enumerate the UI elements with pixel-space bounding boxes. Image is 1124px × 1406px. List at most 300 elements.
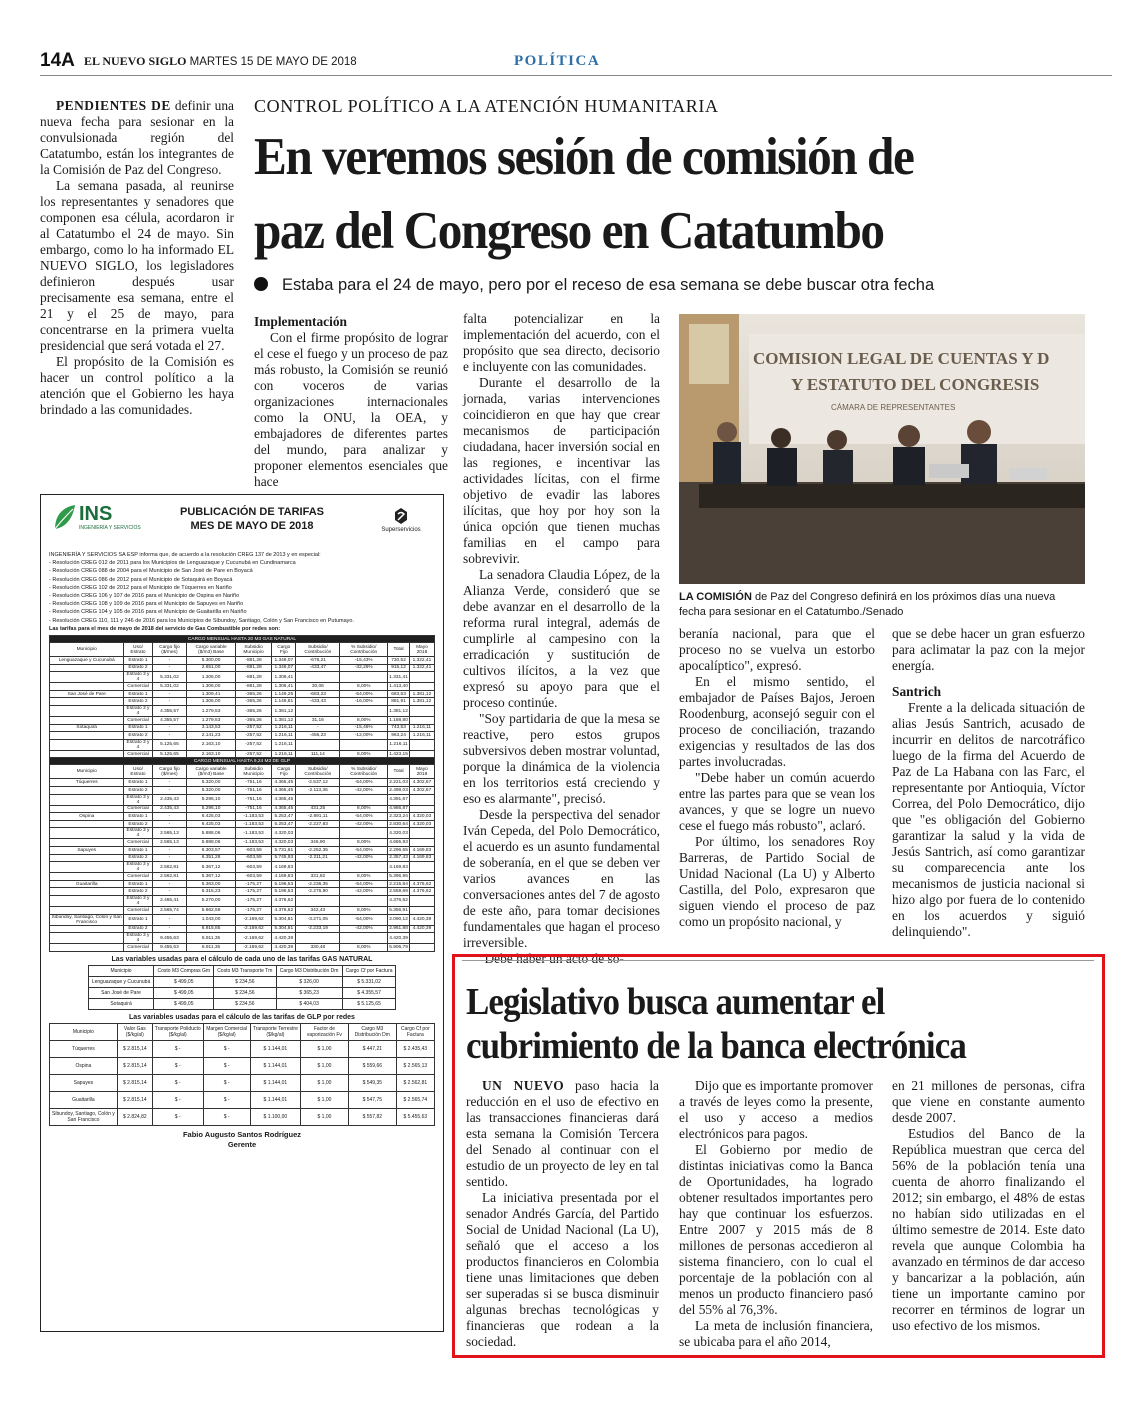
paragraph: La meta de inclusión financiera, se ubicaba para el año 2014, [679, 1318, 873, 1349]
table-cell [50, 925, 124, 933]
table-cell [409, 906, 434, 914]
table-cell: $ 559,66 [348, 1057, 396, 1074]
table-cell: 683,53 [388, 690, 410, 698]
table-cell: 4.169,83 [409, 854, 434, 862]
table-cell: 8,00% [340, 683, 388, 691]
table-cell: 1.146,81 [272, 698, 296, 706]
table-cell [296, 933, 340, 944]
column-header: Transporte Terrestre ($/kg/al) [250, 1023, 300, 1040]
table-cell: -433,43 [296, 698, 340, 706]
table-cell: -365,26 [235, 698, 272, 706]
table-cell [50, 698, 124, 706]
table-cell: 2.565,74 [152, 906, 187, 914]
paragraph: La semana pasada, al reunirse los representantes y senadores que componen esa célula, acordaron ir al Catatumbo el 24 de mayo. Sin embargo, como lo ha informado EL NUEVO SIGLO, los legisladores definieron después usar precisamente esa semana, entre el 21 y el 25 de mayo, para concentrarse en la primera vuelta presidencial que será votada el 27. [40, 178, 234, 353]
table-cell: 5.367,12 [187, 862, 236, 873]
table-cell: $ 2.815,14 [117, 1091, 152, 1108]
column-header: Cargo variable ($/m3) Base [187, 765, 236, 779]
bullet-icon [254, 277, 268, 291]
table-cell: $ 1.144,01 [250, 1040, 300, 1057]
column-header: Mayo 2018 [409, 765, 434, 779]
table-cell: -32,26% [340, 664, 388, 672]
table-cell: 4.420,39 [272, 944, 296, 952]
table-cell [50, 839, 124, 847]
column-header: Costo M3 Transporte Tm [214, 965, 276, 976]
table-cell: Estrato 2 [124, 732, 152, 740]
table-row [50, 1057, 435, 1074]
table-cell: -751,16 [235, 805, 272, 813]
table-cell [409, 683, 434, 691]
table-cell: 1.381,12 [272, 717, 296, 725]
table-cell: $ - [152, 1091, 203, 1108]
table-cell: -54,00% [340, 779, 388, 787]
table-row [50, 794, 435, 805]
table-cell: 2.163,10 [187, 739, 236, 750]
table-row [50, 839, 435, 847]
table-cell: -42,00% [340, 820, 388, 828]
table-cell: 2.435,43 [152, 794, 187, 805]
table-cell: Comercial [124, 805, 152, 813]
table-cell [340, 862, 388, 873]
table-cell: 8,00% [340, 805, 388, 813]
table-cell: -2.227,83 [296, 820, 340, 828]
paragraph: En el mismo sentido, el embajador de Países Bajos, Jeroen Roodenburg, aconsejó seguir con el proceso de conciliación, trazando exigencias y resultados de las dos partes involucradas. [679, 674, 875, 769]
table-row [50, 724, 435, 732]
table-cell [50, 786, 124, 794]
table-cell: -365,26 [235, 717, 272, 725]
column-header: Margen Comercial ($/kg/al) [203, 1023, 250, 1040]
paragraph: "Debe haber un común acuerdo entre las partes para que se vean los avances, y que se logre un nuevo cese el fuego más robusto", aclaró. [679, 770, 875, 833]
paragraph: Desde la perspectiva del senador Iván Cepeda, del Polo Democrático, el acuerdo es un asunto fundamental de soberanía, en el que se deben ver varios avances en las conversaciones antes del 7 de agosto de este año, para tomar decisiones fundamentales que hagan el proceso irreversible. [463, 807, 660, 950]
table-row [50, 1040, 435, 1057]
table-cell: 2.090,12 [388, 914, 410, 925]
table-cell: Estrato 2 [124, 854, 152, 862]
logo-tagline: INGENIERÍA Y SERVICIOS [79, 525, 141, 531]
table-cell: -54,00% [340, 813, 388, 821]
table-cell: -881,28 [235, 672, 272, 683]
table-row [50, 895, 435, 906]
table-cell: -175,27 [235, 906, 272, 914]
commission-photo-illustration [679, 314, 1085, 584]
resolution-item: - Resolución CREG 108 y 109 de 2016 para el Municipio de Sapuyes en Nariño [49, 601, 244, 608]
table-cell: - [296, 724, 340, 732]
article2-column-3 [892, 1078, 1085, 1334]
table-cell: -15,43% [340, 657, 388, 665]
table-cell: - [152, 732, 187, 740]
table-cell: Sapuyes [50, 1074, 118, 1091]
table-cell: 30,06 [296, 683, 340, 691]
table-cell: -16,00% [340, 698, 388, 706]
table-cell: 2.651,00 [187, 664, 236, 672]
photo-sign-line-1: COMISION LEGAL DE CUENTAS Y D [753, 349, 1050, 368]
table-cell: 2.830,64 [389, 821, 408, 827]
headline-line-1: En veremos sesión de comisión de [254, 128, 914, 186]
table-cell: 2.565,13 [152, 828, 187, 839]
table-cell: 5.196,53 [272, 888, 296, 896]
table-cell: 331,82 [296, 873, 340, 881]
table-cell: $ 365,23 [276, 987, 342, 998]
table-cell [296, 794, 340, 805]
table-cell: 2.435,43 [152, 805, 187, 813]
table-cell: -683,23 [296, 690, 340, 698]
table-cell: 2.357,43 [389, 855, 408, 861]
table-cell: -1.183,53 [235, 828, 272, 839]
table-cell: 6.911,35 [187, 933, 236, 944]
regulator-icon [393, 507, 409, 525]
issue-date: MARTES 15 DE MAYO DE 2018 [189, 56, 357, 68]
column-header: Total [388, 643, 410, 657]
table-cell [340, 828, 388, 839]
table-cell: 4.355,57 [152, 706, 187, 717]
table-band: CARGO MENSUAL HASTA 9,24 M3 DE GLP [50, 758, 435, 765]
resolution-item: - Resolución CREG 086 de 2012 para el Municipio de Sotaquirá en Boyacá [49, 576, 233, 583]
table-cell: -42,00% [340, 786, 388, 794]
table-cell: 4.391,67 [388, 794, 410, 805]
article2-column-1 [466, 1078, 659, 1350]
table-cell [340, 933, 388, 944]
table-cell: -881,28 [235, 657, 272, 665]
table-cell: 330,48 [296, 944, 340, 952]
table-cell [409, 862, 434, 873]
table-cell [340, 706, 388, 717]
table-cell: Comercial [124, 839, 152, 847]
leaf-icon [51, 503, 77, 533]
resolution-item: - Resolución CREG 110, 111 y 246 de 2016 para los Municipios de Sibundoy, Santiago, Colón y San Francisco en Putumayo. [49, 617, 355, 624]
table-cell: 4.365,45 [272, 786, 296, 794]
table-cell: 4.365,45 [272, 794, 296, 805]
table-cell: -54,00% [340, 846, 388, 854]
table-cell: -2.233,19 [296, 925, 340, 933]
paragraph: paso hacia la reducción en el uso de efectivo en las transacciones financieras dará esta semana la Comisión Tercera del Senado al continuar con el estudio de un proyecto de ley en tal sentido. [466, 1078, 660, 1189]
table-cell: Estrato 2 [124, 664, 152, 672]
table-cell: Ospina [50, 813, 124, 821]
table-cell: -365,26 [235, 706, 272, 717]
table-row [50, 739, 435, 750]
table-cell: $ - [152, 1057, 203, 1074]
table-cell: 1.423,15 [389, 751, 408, 757]
table-cell [409, 706, 434, 717]
table-cell: -676,21 [296, 657, 340, 665]
table-cell: 4.302,67 [409, 786, 434, 794]
table-cell [50, 862, 124, 873]
table-cell: 4.169,83 [272, 873, 296, 881]
table-cell: -751,16 [235, 786, 272, 794]
paragraph: Dijo que es importante promover a través de leyes como la presente, el uso y acceso a medios electrónicos para pagos. [679, 1078, 873, 1141]
column-header: Valor Gas ($/kg/al) [117, 1023, 152, 1040]
table-cell [409, 895, 434, 906]
paragraph: Por último, los senadores Roy Barreras, de Partido Social de Unidad Nacional (La U) y Alberto Castilla, del Polo, expresaron que siguen viendo el proceso de paz como un propósito nacional, y [679, 834, 875, 929]
table-cell: - [152, 813, 187, 821]
table-cell [340, 672, 388, 683]
regulator-name: Superservicios [381, 527, 421, 533]
caption-lead: LA COMISIÓN [679, 591, 752, 603]
table-row [50, 698, 435, 706]
table-cell: Lenguazaque y Cucunubá [50, 657, 124, 665]
table-cell [50, 664, 124, 672]
table-cell [409, 933, 434, 944]
table-row [50, 690, 435, 698]
table-cell [340, 794, 388, 805]
table-row [50, 906, 435, 914]
table-row [50, 717, 435, 725]
table-cell: Sibundoy, Santiago, Colón y San Francisco [50, 914, 124, 925]
table-row [50, 933, 435, 944]
table-cell: 5.662,59 [187, 906, 236, 914]
table-cell: $ 326,00 [276, 976, 342, 987]
table-cell: -2.891,11 [296, 813, 340, 821]
table-cell [409, 839, 434, 847]
table-cell: Estrato 2 [124, 698, 152, 706]
photo-sign-line-2: Y ESTATUTO DEL CONGRESIS [791, 375, 1040, 394]
table-cell: 1.381,12 [409, 690, 434, 698]
table-cell: - [152, 657, 187, 665]
table-cell: Guaitarilla [50, 1091, 118, 1108]
table-cell: $ 1.144,01 [250, 1074, 300, 1091]
table-cell: 915,12 [388, 664, 410, 672]
table-cell: -2.537,12 [296, 779, 340, 787]
table-cell: -54,00% [340, 914, 388, 925]
table-cell: 2.323,24 [389, 813, 408, 819]
table-cell: 4.320,03 [272, 828, 296, 839]
table-cell: 2.562,81 [152, 862, 187, 873]
table-cell: 5.367,12 [187, 873, 236, 881]
column-header: Mayo 2018 [409, 643, 434, 657]
table-cell: Estrato 1 [124, 914, 152, 925]
table-cell: - [152, 880, 187, 888]
column-header: Cargo fijo ($/mes) [152, 765, 187, 779]
table-cell: 1.216,11 [388, 739, 410, 750]
tariffs-note: Las tarifas para el mes de mayo de 2018 del servicio de Gas Combustible por redes son: [49, 625, 281, 632]
table-cell: 31,16 [296, 717, 340, 725]
column-header: % Subsidio/ Contribución [340, 643, 388, 657]
table-cell [50, 854, 124, 862]
table-cell: $ 2.435,43 [396, 1040, 434, 1057]
table-cell: 1.381,12 [388, 706, 410, 717]
page-header [40, 50, 1112, 76]
table-cell: 4.376,62 [272, 895, 296, 906]
table-cell: 2.141,23 [187, 732, 236, 740]
table-cell: - [152, 820, 187, 828]
table-cell [50, 732, 124, 740]
table-cell [50, 717, 124, 725]
table-cell: 2.498,03 [389, 787, 408, 793]
table-cell: 4.376,62 [272, 906, 296, 914]
table-cell: 5.320,00 [187, 786, 236, 794]
table-cell: 1.346,07 [272, 664, 296, 672]
table-cell: 5.196,53 [272, 880, 296, 888]
table-row [50, 914, 435, 925]
column-header: Municipio [50, 765, 124, 779]
table-cell: -2.169,62 [235, 925, 272, 933]
table-cell: 1.322,41 [409, 657, 434, 665]
article-subheadline [254, 276, 934, 295]
table-cell: 4.320,03 [388, 828, 410, 839]
table-row [50, 925, 435, 933]
table-cell: Estrato 3 y 4 [124, 828, 152, 839]
table-cell: $ 1.100,00 [250, 1108, 300, 1125]
table-cell: 1.216,11 [272, 739, 296, 750]
gas-vars-caption: Las variables usadas para el cálculo de cada uno de las tarifas GAS NATURAL [111, 955, 373, 963]
ad-title-line-2: MES DE MAYO DE 2018 [190, 520, 314, 532]
table-cell: -881,28 [235, 683, 272, 691]
table-cell: -12,00% [340, 732, 388, 740]
table-cell: 6.911,35 [187, 944, 236, 952]
table-cell: 6.915,85 [187, 925, 236, 933]
table-band-row [50, 636, 435, 643]
table-cell: -603,59 [235, 846, 272, 854]
table-cell: 5.888,06 [187, 828, 236, 839]
table-cell [50, 805, 124, 813]
table-cell: 4.376,62 [409, 880, 434, 888]
table-cell: -257,52 [235, 732, 272, 740]
table-cell: 4.365,45 [272, 805, 296, 813]
table-cell: 6.303,57 [187, 846, 236, 854]
table-cell: $ 547,75 [348, 1091, 396, 1108]
table-cell: Estrato 2 [124, 786, 152, 794]
column-header: Total [388, 765, 410, 779]
table-cell: $ 2.562,81 [396, 1074, 434, 1091]
table-row [50, 683, 435, 691]
table-cell: Comercial [124, 944, 152, 952]
headline2-line-1: Legislativo busca aumentar el [466, 981, 885, 1023]
paper-name: EL NUEVO SIGLO [84, 54, 187, 68]
box-top-rule [462, 960, 1094, 961]
table-cell: -42,00% [340, 854, 388, 862]
table-cell: 5.363,00 [187, 880, 236, 888]
table-row [50, 672, 435, 683]
table-cell [50, 828, 124, 839]
table-cell: -1.183,53 [235, 820, 272, 828]
column-header: Municipio [50, 1023, 118, 1040]
table-cell: Túquerres [50, 779, 124, 787]
table-cell: -257,52 [235, 739, 272, 750]
column-header: % Subsidio/ Contribución [340, 765, 388, 779]
masthead [84, 54, 357, 69]
table-cell: 4.320,03 [272, 839, 296, 847]
table-cell [50, 906, 124, 914]
table-cell: $ - [152, 1040, 203, 1057]
article-kicker: CONTROL POLÍTICO A LA ATENCIÓN HUMANITARIA [254, 96, 719, 116]
table-cell: Estrato 1 [124, 846, 152, 854]
table-cell [50, 895, 124, 906]
table-cell [340, 739, 388, 750]
table-cell: $ - [203, 1040, 250, 1057]
column-header: Subsidio Municipio [235, 643, 272, 657]
table-cell: 1.306,00 [187, 683, 236, 691]
table-cell: 6.425,03 [187, 820, 236, 828]
table-cell: -603,59 [235, 854, 272, 862]
table-cell: -54,00% [340, 690, 388, 698]
table-cell: -42,00% [340, 925, 388, 933]
table-cell: Sibundoy, Santiago, Colón y San Francisco [50, 1108, 118, 1125]
table-cell: 730,52 [388, 657, 410, 665]
table-cell: -881,28 [235, 664, 272, 672]
table-cell: Lenguazaque y Cucunubá [88, 976, 154, 987]
table-cell: Estrato 3 y 4 [124, 895, 152, 906]
page-number: 14A [40, 50, 75, 71]
resolution-list [49, 559, 435, 625]
table-row [50, 750, 435, 758]
table-row [50, 779, 435, 787]
table-cell: - [152, 786, 187, 794]
table-cell: 5.888,06 [187, 839, 236, 847]
table-cell: $ - [203, 1074, 250, 1091]
table-cell: 1.413,40 [389, 684, 408, 690]
table-header-row [50, 643, 435, 657]
table-cell: - [152, 914, 187, 925]
paragraph: beranía nacional, para que el proceso no se vuelva un estorbo apocalíptico", expresó. [679, 626, 875, 673]
table-cell: 3.143,53 [187, 724, 236, 732]
paragraph: en 21 millones de personas, cifra que viene en constante aumento desde 2007. [892, 1078, 1085, 1125]
table-cell: 1.381,12 [409, 698, 434, 706]
headline-line-2: paz del Congreso en Catatumbo [254, 202, 884, 260]
subhead-santrich: Santrich [892, 684, 942, 699]
table-cell: Estrato 2 [124, 925, 152, 933]
article-headline [254, 120, 1045, 268]
table-cell: 1.381,12 [272, 706, 296, 717]
table-cell: Estrato 1 [124, 880, 152, 888]
table-cell: 5.731,61 [272, 846, 296, 854]
table-cell: 8,00% [340, 750, 388, 758]
table-row [50, 862, 435, 873]
table-row [50, 732, 435, 740]
table-cell: $ 1,00 [300, 1057, 348, 1074]
table-cell: Estrato 1 [124, 657, 152, 665]
table-cell: $ 557,82 [348, 1108, 396, 1125]
column-header: Cargo Cf por Factura [342, 965, 396, 976]
table-cell: Túquerres [50, 1040, 118, 1057]
table-cell: -54,00% [340, 880, 388, 888]
column-header: Cargo Fijo [272, 643, 296, 657]
table-cell: $ 2.565,13 [396, 1057, 434, 1074]
column-header: Subsidio/ Contribución [296, 643, 340, 657]
table-cell [50, 933, 124, 944]
table-cell: 6.351,28 [187, 854, 236, 862]
paragraph: Frente a la delicada situación de alias Jesús Santrich, acusado de incurrir en delitos de narcotráfico luego de la firma del Acuerdo de Paz de La Habana con las Farc, el representante por Antioquia, Víctor Correa, del Polo Democrático, dijo que "es obligación del Gobierno garantizar la salud y la vida de Jesús Santrich, así como garantizar su comparecencia ante los mecanismos de justicia nacional si hizo algo por fuera de lo contenido en los acuerdos y siguió delinquiendo". [892, 700, 1085, 939]
paragraph: que se debe hacer un gran esfuerzo para aclimatar la paz con la mejor energía. [892, 626, 1085, 673]
table-row [50, 1074, 435, 1091]
table-cell: 2.215,84 [389, 881, 408, 887]
column-header: Cargo M3 Distribución Dm [276, 965, 342, 976]
table-header-row [50, 1023, 435, 1040]
table-cell: $ 1.144,01 [250, 1057, 300, 1074]
tariff-advertisement [40, 494, 444, 1332]
paragraph: falta potencializar en la implementación del acuerdo, con el propósito que sea directo, decisorio e incluyente con las comunidades. [463, 311, 660, 374]
table-cell: Estrato 1 [124, 813, 152, 821]
table-cell: 8,00% [340, 717, 388, 725]
table-cell [409, 873, 434, 881]
article1-column-1 [40, 98, 234, 418]
table-cell: -433,47 [296, 664, 340, 672]
table-row [88, 998, 396, 1009]
table-cell: $ 2.565,74 [396, 1091, 434, 1108]
table-cell: 5.125,65 [152, 739, 187, 750]
news-photo [679, 314, 1085, 584]
table-cell: 2.163,10 [187, 750, 236, 758]
column-header: Costo M3 Compras Gm [154, 965, 214, 976]
table-cell: 1.216,11 [409, 724, 434, 732]
table-cell: -2.236,35 [296, 880, 340, 888]
paragraph: El Gobierno por medio de distintas iniciativas como la Banca de Oportunidades, ha logrado obtener resultados importantes pero hay que continuar los esfuerzos. Entre 2007 y 2015 más de 8 millones de personas accedieron al sistema financiero, con lo cual el porcentaje de la población con al menos un producto financiero pasó del 55% al 76,3%. [679, 1142, 873, 1317]
table-cell: -175,27 [235, 880, 272, 888]
table-cell: 1.216,11 [272, 750, 296, 758]
table-row [88, 976, 396, 987]
table-cell: 8,00% [340, 873, 388, 881]
table-cell: -3.271,05 [296, 914, 340, 925]
column-header: Cargo variable ($/m3) Base [187, 643, 236, 657]
headline2-line-2: cubrimiento de la banca electrónica [466, 1025, 966, 1067]
article1-column-5 [892, 626, 1085, 940]
table-cell: 4.420,39 [272, 933, 296, 944]
